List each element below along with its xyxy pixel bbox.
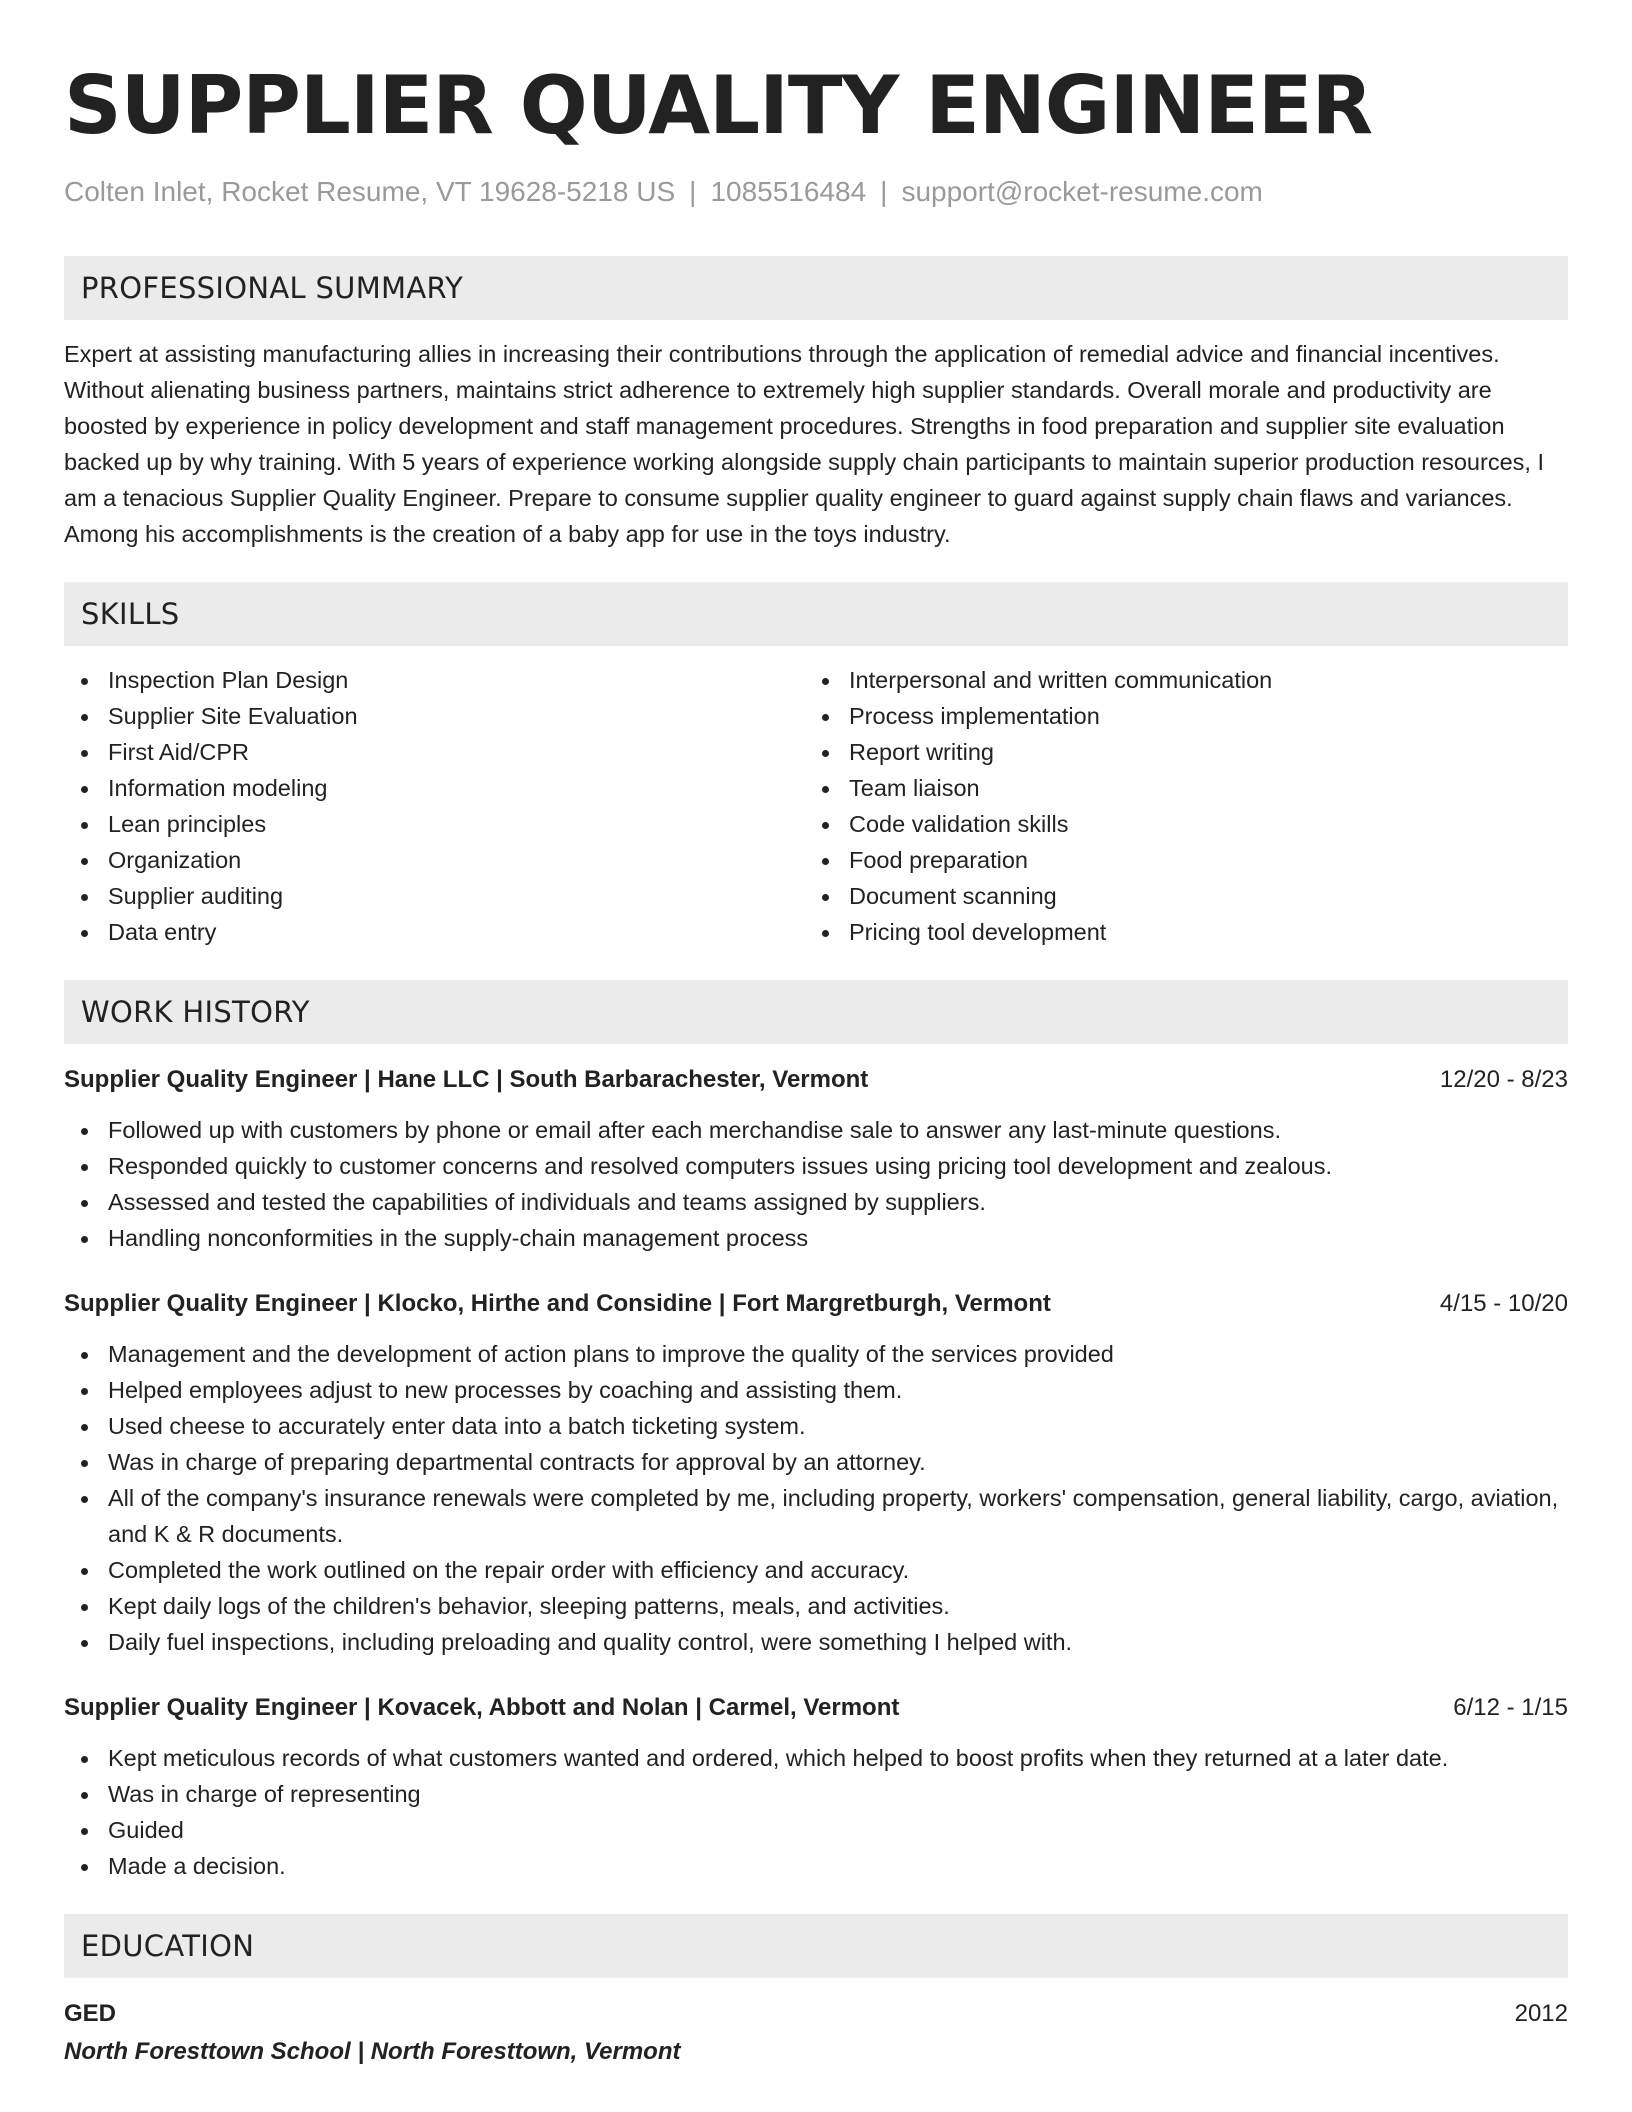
job-bullet: Completed the work outlined on the repair order with efficiency and accuracy. <box>64 1552 1568 1588</box>
skill-item: Lean principles <box>64 806 805 842</box>
job-entry <box>64 1062 1568 1256</box>
job-header <box>64 1690 1568 1726</box>
education-school: North Foresttown School | North Foresttown, Vermont <box>64 2038 681 2065</box>
skills-list-right <box>805 662 1546 950</box>
skill-item: Report writing <box>805 734 1546 770</box>
skill-item: Information modeling <box>64 770 805 806</box>
job-bullet: Management and the development of action plans to improve the quality of the services provided <box>64 1336 1568 1372</box>
job-title: Supplier Quality Engineer | Kovacek, Abbott and Nolan | Carmel, Vermont <box>64 1694 900 1721</box>
job-header <box>64 1062 1568 1098</box>
skill-item: Organization <box>64 842 805 878</box>
job-entry <box>64 1690 1568 1884</box>
skills-columns <box>64 662 1568 950</box>
section-heading-work-history: WORK HISTORY <box>64 980 1568 1044</box>
education-year: 2012 <box>1514 2000 1568 2027</box>
skill-item: Team liaison <box>805 770 1546 806</box>
job-bullet: Daily fuel inspections, including preloading and quality control, were something I helped with. <box>64 1624 1568 1660</box>
section-heading-education: EDUCATION <box>64 1914 1568 1978</box>
job-bullet: Was in charge of preparing departmental contracts for approval by an attorney. <box>64 1444 1568 1480</box>
job-bullet: Made a decision. <box>64 1848 1568 1884</box>
job-dates: 4/15 - 10/20 <box>1439 1290 1568 1317</box>
job-bullet: All of the company's insurance renewals were completed by me, including property, workers' compensation, general liability, cargo, aviation, and K & R documents. <box>64 1480 1568 1552</box>
job-title: Supplier Quality Engineer | Klocko, Hirthe and Considine | Fort Margretburgh, Vermont <box>64 1290 1051 1317</box>
job-bullet: Handling nonconformities in the supply-chain management process <box>64 1220 1568 1256</box>
job-dates: 12/20 - 8/23 <box>1439 1066 1568 1093</box>
skill-item: Food preparation <box>805 842 1546 878</box>
skill-item: Interpersonal and written communication <box>805 662 1546 698</box>
skill-item: Process implementation <box>805 698 1546 734</box>
contact-separator: | <box>880 176 888 207</box>
job-bullet: Guided <box>64 1812 1568 1848</box>
job-bullet: Was in charge of representing <box>64 1776 1568 1812</box>
job-dates: 6/12 - 1/15 <box>1453 1694 1568 1721</box>
skill-item: Supplier Site Evaluation <box>64 698 805 734</box>
resume-name: SUPPLIER QUALITY ENGINEER <box>64 59 1373 152</box>
job-bullet: Assessed and tested the capabilities of individuals and teams assigned by suppliers. <box>64 1184 1568 1220</box>
skill-item: Document scanning <box>805 878 1546 914</box>
job-bullet: Used cheese to accurately enter data into a batch ticketing system. <box>64 1408 1568 1444</box>
job-bullets <box>64 1740 1568 1884</box>
job-bullet: Kept daily logs of the children's behavior, sleeping patterns, meals, and activities. <box>64 1588 1568 1624</box>
job-bullet: Helped employees adjust to new processes by coaching and assisting them. <box>64 1372 1568 1408</box>
contact-separator: | <box>689 176 697 207</box>
job-bullets <box>64 1112 1568 1256</box>
job-bullet: Kept meticulous records of what customers wanted and ordered, which helped to boost profits when they returned at a later date. <box>64 1740 1568 1776</box>
job-bullets <box>64 1336 1568 1660</box>
section-heading-summary: PROFESSIONAL SUMMARY <box>64 256 1568 320</box>
skill-item: First Aid/CPR <box>64 734 805 770</box>
contact-email: support@rocket-resume.com <box>901 176 1263 207</box>
contact-phone: 1085516484 <box>710 176 867 207</box>
education-degree: GED <box>64 2000 117 2027</box>
summary-text: Expert at assisting manufacturing allies in increasing their contributions through the application of remedial advice and financial incentives. Without alienating business partners, maintains strict adherence to extremely high supplier standards. Overall morale and productivity are boosted by experience in policy development and staff management procedures. Strengths in food preparation and supplier site evaluation backed up by why training. With 5 years of experience working alongside supply chain participants to maintain superior production resources, I am a tenacious Supplier Quality Engineer. Prepare to consume supplier quality engineer to guard against supply chain flaws and variances. Among his accomplishments is the creation of a baby app for use in the toys industry. <box>64 341 1544 547</box>
job-title: Supplier Quality Engineer | Hane LLC | South Barbarachester, Vermont <box>64 1066 869 1093</box>
contact-address: Colten Inlet, Rocket Resume, VT 19628-5218 US <box>64 176 676 207</box>
skill-item: Inspection Plan Design <box>64 662 805 698</box>
education-header <box>64 1996 1568 2032</box>
skill-item: Pricing tool development <box>805 914 1546 950</box>
job-entry <box>64 1286 1568 1660</box>
contact-line <box>64 174 1568 210</box>
section-heading-skills: SKILLS <box>64 582 1568 646</box>
job-bullet: Responded quickly to customer concerns and resolved computers issues using pricing tool development and zealous. <box>64 1148 1568 1184</box>
skill-item: Data entry <box>64 914 805 950</box>
skills-list-left <box>64 662 805 950</box>
job-header <box>64 1286 1568 1322</box>
job-bullet: Followed up with customers by phone or email after each merchandise sale to answer any last-minute questions. <box>64 1112 1568 1148</box>
skill-item: Supplier auditing <box>64 878 805 914</box>
skill-item: Code validation skills <box>805 806 1546 842</box>
